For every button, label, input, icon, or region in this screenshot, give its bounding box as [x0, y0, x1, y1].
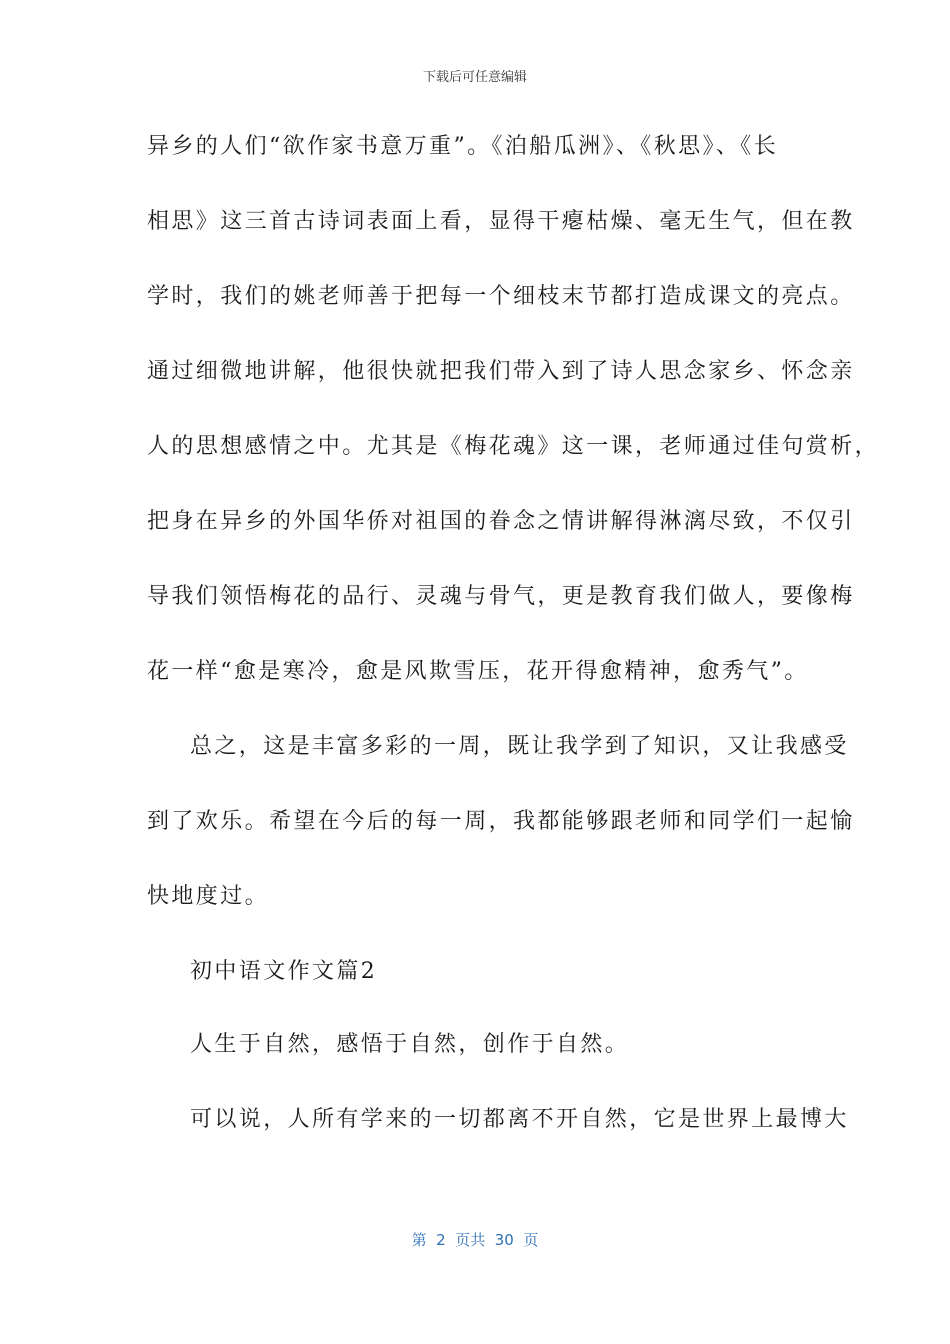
text-line: 花一样“愈是寒冷，愈是风欺雪压，花开得愈精神，愈秀气”。	[147, 659, 809, 684]
text-line: 快地度过。	[147, 884, 270, 909]
text-line: 学时，我们的姚老师善于把每一个细枝末节都打造成课文的亮点。	[147, 284, 855, 309]
page-header: 下载后可任意编辑	[422, 70, 527, 85]
text-line: 到了欢乐。希望在今后的每一周，我都能够跟老师和同学们一起愉	[147, 809, 855, 834]
paragraph-first-line: 可以说，人所有学来的一切都离不开自然，它是世界上最博大	[190, 1107, 849, 1132]
text-line: 异乡的人们“欲作家书意万重”。《泊船瓜洲》、《秋思》、《长	[147, 134, 779, 159]
text-line: 导我们领悟梅花的品行、灵魂与骨气，更是教育我们做人，要像梅	[147, 584, 855, 609]
text-line: 把身在异乡的外国华侨对祖国的眷念之情讲解得淋漓尽致，不仅引	[147, 509, 855, 534]
paragraph-first-line: 总之，这是丰富多彩的一周，既让我学到了知识，又让我感受	[190, 734, 849, 759]
paragraph-first-line: 人生于自然，感悟于自然，创作于自然。	[190, 1032, 630, 1057]
section-title: 初中语文作文篇2	[190, 959, 378, 984]
text-line: 相思》这三首古诗词表面上看，显得干瘪枯燥、毫无生气，但在教	[147, 209, 855, 234]
page-footer: 第 2 页共 30 页	[411, 1231, 539, 1249]
text-line: 人的思想感情之中。尤其是《梅花魂》这一课，老师通过佳句赏析，	[147, 434, 880, 459]
text-line: 通过细微地讲解，他很快就把我们带入到了诗人思念家乡、怀念亲	[147, 359, 855, 384]
